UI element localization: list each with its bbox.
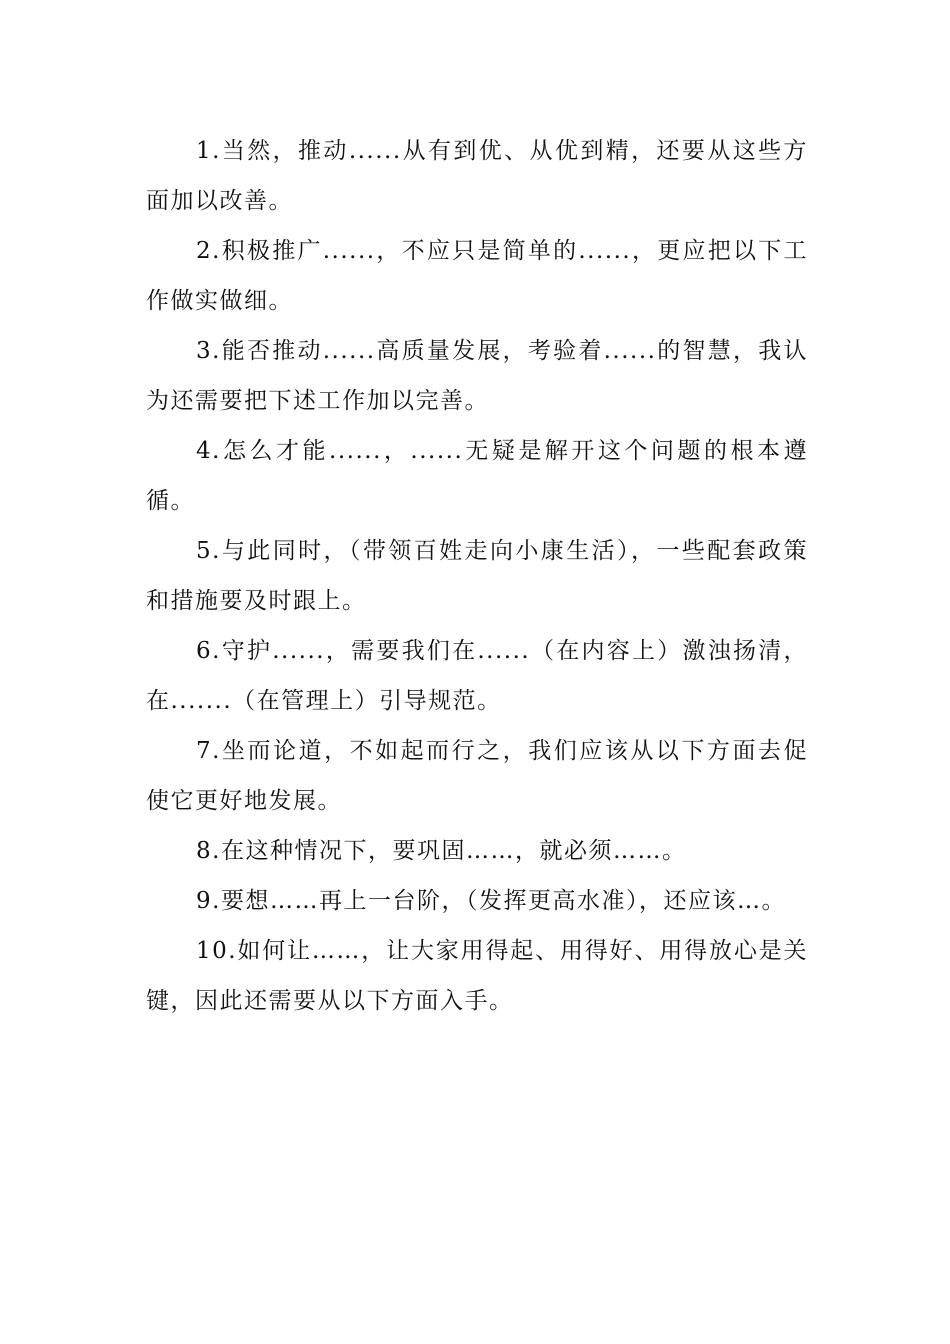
paragraph-6: 6.守护......，需要我们在......（在内容上）激浊扬清，在.......（在管理上）引导规范。 [146,638,808,714]
paragraph-1: 1.当然，推动......从有到优、从优到精，还要从这些方面加以改善。 [146,138,808,214]
paragraph-7: 7.坐而论道，不如起而行之，我们应该从以下方面去促使它更好地发展。 [146,738,808,814]
paragraph-9: 9.要想……再上一台阶，（发挥更高水准），还应该…。 [196,888,786,914]
paragraph-5: 5.与此同时，（带领百姓走向小康生活），一些配套政策和措施要及时跟上。 [146,538,808,614]
paragraph-4: 4.怎么才能......，......无疑是解开这个问题的根本遵循。 [146,438,808,514]
paragraph-2: 2.积极推广......，不应只是简单的......，更应把以下工作做实做细。 [146,238,808,314]
paragraph-3: 3.能否推动......高质量发展，考验着......的智慧，我认为还需要把下述工作加以完善。 [146,338,808,414]
document-body [146,126,808,1026]
paragraph-8: 8.在这种情况下，要巩固……，就必须……。 [196,838,687,864]
paragraph-10: 10.如何让……，让大家用得起、用得好、用得放心是关键，因此还需要从以下方面入手。 [146,938,808,1014]
